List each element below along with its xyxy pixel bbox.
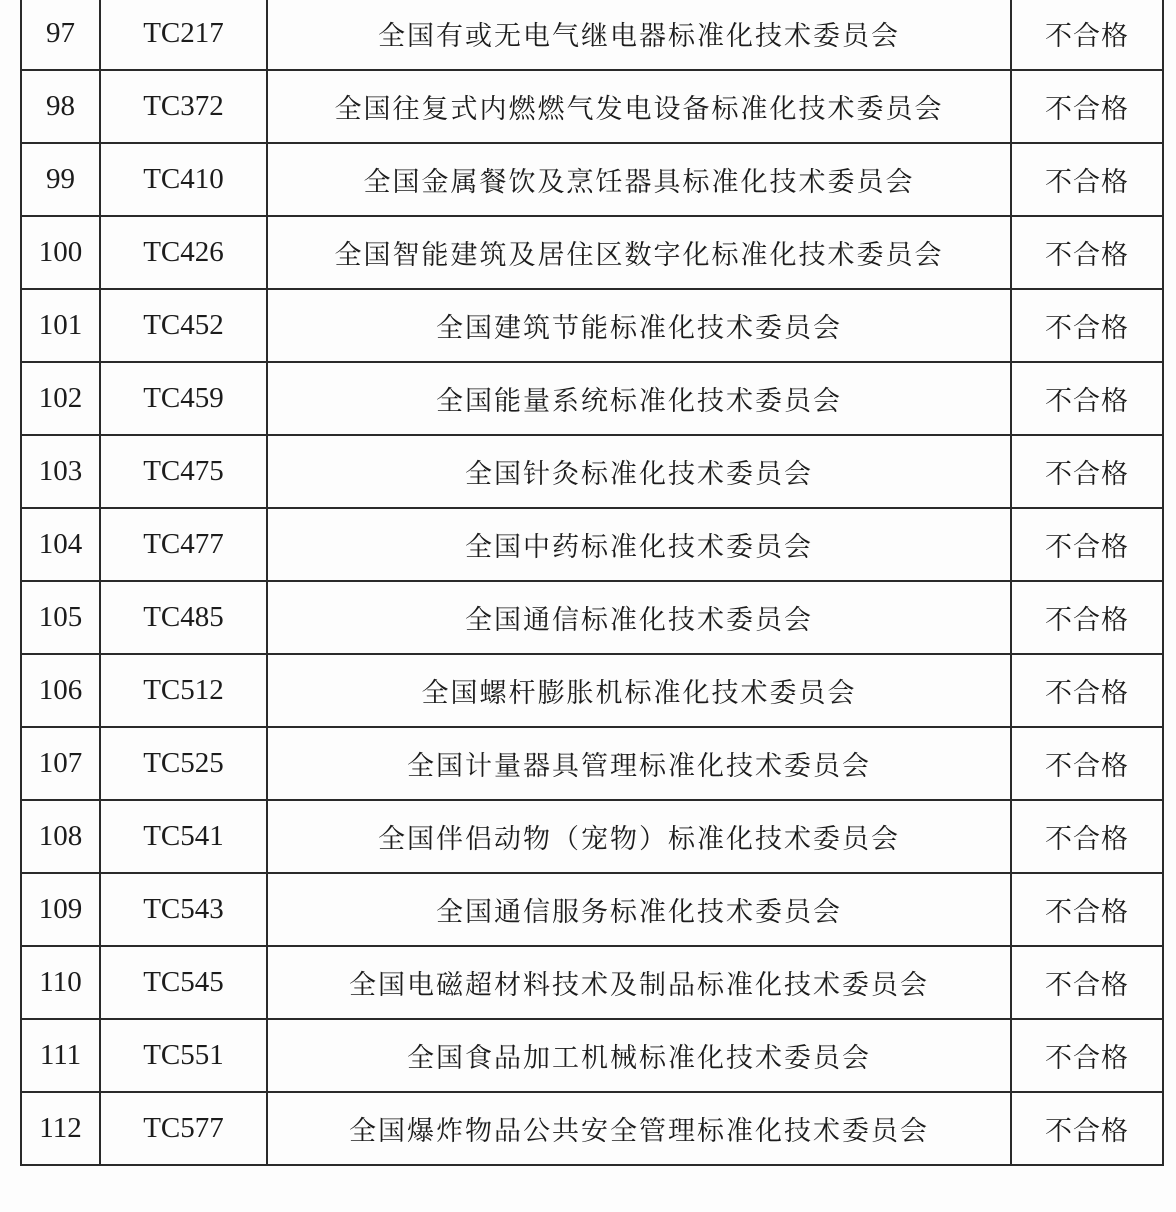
committee-name: 全国通信服务标准化技术委员会 [267, 873, 1011, 946]
committee-name: 全国往复式内燃燃气发电设备标准化技术委员会 [267, 70, 1011, 143]
committee-name: 全国中药标准化技术委员会 [267, 508, 1011, 581]
table-row [21, 727, 1163, 800]
table-row [21, 1092, 1163, 1165]
table-row [21, 581, 1163, 654]
evaluation-result: 不合格 [1011, 581, 1163, 654]
row-number: 98 [21, 70, 100, 143]
row-number: 110 [21, 946, 100, 1019]
evaluation-result: 不合格 [1011, 289, 1163, 362]
evaluation-result: 不合格 [1011, 362, 1163, 435]
committee-name: 全国螺杆膨胀机标准化技术委员会 [267, 654, 1011, 727]
committee-code: TC452 [100, 289, 267, 362]
committee-name: 全国计量器具管理标准化技术委员会 [267, 727, 1011, 800]
committee-name: 全国通信标准化技术委员会 [267, 581, 1011, 654]
table-row [21, 508, 1163, 581]
committee-name: 全国针灸标准化技术委员会 [267, 435, 1011, 508]
evaluation-result: 不合格 [1011, 727, 1163, 800]
evaluation-result: 不合格 [1011, 508, 1163, 581]
row-number: 106 [21, 654, 100, 727]
row-number: 99 [21, 143, 100, 216]
row-number: 108 [21, 800, 100, 873]
committee-code: TC459 [100, 362, 267, 435]
table-row [21, 654, 1163, 727]
evaluation-result: 不合格 [1011, 873, 1163, 946]
committee-name: 全国有或无电气继电器标准化技术委员会 [267, 0, 1011, 70]
row-number: 97 [21, 0, 100, 70]
committee-code: TC525 [100, 727, 267, 800]
table-row [21, 435, 1163, 508]
row-number: 103 [21, 435, 100, 508]
evaluation-result: 不合格 [1011, 946, 1163, 1019]
evaluation-result: 不合格 [1011, 1019, 1163, 1092]
committee-code: TC551 [100, 1019, 267, 1092]
committee-code: TC426 [100, 216, 267, 289]
row-number: 112 [21, 1092, 100, 1165]
committee-code: TC543 [100, 873, 267, 946]
committee-name: 全国爆炸物品公共安全管理标准化技术委员会 [267, 1092, 1011, 1165]
committee-code: TC475 [100, 435, 267, 508]
committee-name: 全国建筑节能标准化技术委员会 [267, 289, 1011, 362]
evaluation-result: 不合格 [1011, 435, 1163, 508]
row-number: 102 [21, 362, 100, 435]
committee-name: 全国金属餐饮及烹饪器具标准化技术委员会 [267, 143, 1011, 216]
evaluation-result: 不合格 [1011, 0, 1163, 70]
table-row [21, 143, 1163, 216]
committee-code: TC577 [100, 1092, 267, 1165]
evaluation-result: 不合格 [1011, 143, 1163, 216]
table-row [21, 289, 1163, 362]
committee-name: 全国电磁超材料技术及制品标准化技术委员会 [267, 946, 1011, 1019]
table-row [21, 0, 1163, 70]
committee-table [20, 0, 1164, 1166]
table-row [21, 70, 1163, 143]
committee-code: TC512 [100, 654, 267, 727]
evaluation-result: 不合格 [1011, 800, 1163, 873]
committee-code: TC372 [100, 70, 267, 143]
evaluation-result: 不合格 [1011, 1092, 1163, 1165]
evaluation-result: 不合格 [1011, 70, 1163, 143]
row-number: 104 [21, 508, 100, 581]
table-row [21, 216, 1163, 289]
evaluation-result: 不合格 [1011, 216, 1163, 289]
row-number: 105 [21, 581, 100, 654]
committee-name: 全国伴侣动物（宠物）标准化技术委员会 [267, 800, 1011, 873]
committee-code: TC477 [100, 508, 267, 581]
committee-code: TC217 [100, 0, 267, 70]
committee-code: TC541 [100, 800, 267, 873]
row-number: 109 [21, 873, 100, 946]
evaluation-result: 不合格 [1011, 654, 1163, 727]
table-row [21, 873, 1163, 946]
row-number: 107 [21, 727, 100, 800]
table-row [21, 800, 1163, 873]
committee-name: 全国智能建筑及居住区数字化标准化技术委员会 [267, 216, 1011, 289]
table-row [21, 946, 1163, 1019]
row-number: 111 [21, 1019, 100, 1092]
committee-name: 全国食品加工机械标准化技术委员会 [267, 1019, 1011, 1092]
committee-code: TC485 [100, 581, 267, 654]
table-row [21, 1019, 1163, 1092]
table-row [21, 362, 1163, 435]
row-number: 101 [21, 289, 100, 362]
committee-name: 全国能量系统标准化技术委员会 [267, 362, 1011, 435]
committee-code: TC545 [100, 946, 267, 1019]
row-number: 100 [21, 216, 100, 289]
committee-code: TC410 [100, 143, 267, 216]
